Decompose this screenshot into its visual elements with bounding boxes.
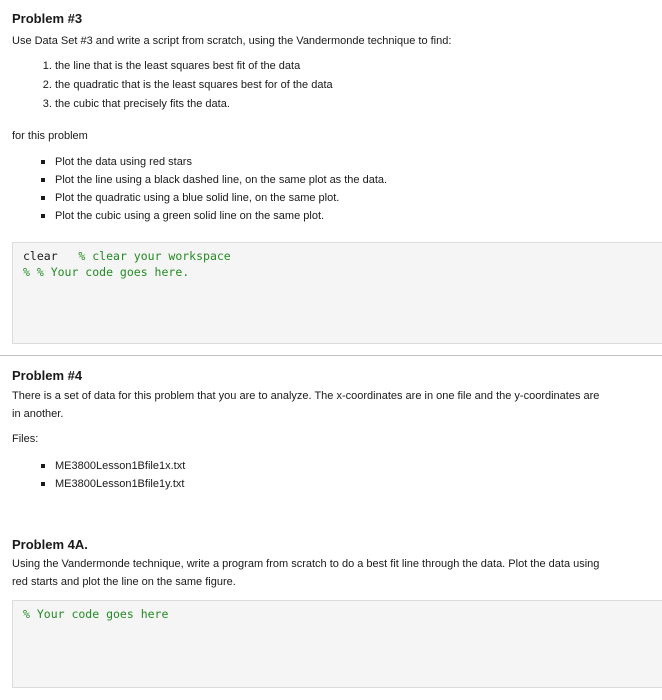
list-item: 2. the quadratic that is the least squares best for of the data [55,76,333,95]
problem3-code-editor[interactable] [12,242,662,344]
list-item: Plot the line using a black dashed line, on the same plot as the data. [55,171,387,189]
problem3-title: Problem #3 [12,11,83,26]
list-item: ME3800Lesson1Bfile1x.txt [55,457,185,475]
list-item: Plot the quadratic using a blue solid line, on the same plot. [55,189,387,207]
problem3-bullet-list [38,153,387,225]
code-comment: % Your code goes here [23,607,169,621]
problem4-intro-line1: There is a set of data for this problem that you are to analyze. The x-coordinates are in one file and the y-coordinates are [12,390,600,402]
code-line [23,264,652,280]
list-item: 1. the line that is the least squares best fit of the data [55,57,333,76]
code-comment: % % Your code goes here. [23,265,190,279]
code-comment: % clear your workspace [78,249,231,263]
problem3-task-list [38,57,333,114]
list-item: 3. the cubic that precisely fits the data. [55,95,333,114]
problem4a-intro-line1: Using the Vandermonde technique, write a program from scratch to do a best fit line through the data. Plot the data using [12,558,600,570]
list-item: Plot the cubic using a green solid line on the same plot. [55,207,387,225]
problem4-file-list [38,457,185,493]
problem4-intro-line2: in another. [12,408,64,420]
problem3-intro: Use Data Set #3 and write a script from scratch, using the Vandermonde technique to find: [12,35,452,47]
list-item: Plot the data using red stars [55,153,387,171]
problem4a-code-editor[interactable] [12,600,662,688]
section-divider [0,355,662,356]
problem4-title: Problem #4 [12,368,83,383]
code-keyword: clear [23,249,58,263]
code-line [23,248,652,264]
list-item: ME3800Lesson1Bfile1y.txt [55,475,185,493]
problem4a-title: Problem 4A. [12,537,88,552]
problem4-files-label: Files: [12,433,39,445]
problem3-for-problem: for this problem [12,130,88,142]
code-line [23,606,652,622]
problem4a-intro-line2: red starts and plot the line on the same figure. [12,576,236,588]
